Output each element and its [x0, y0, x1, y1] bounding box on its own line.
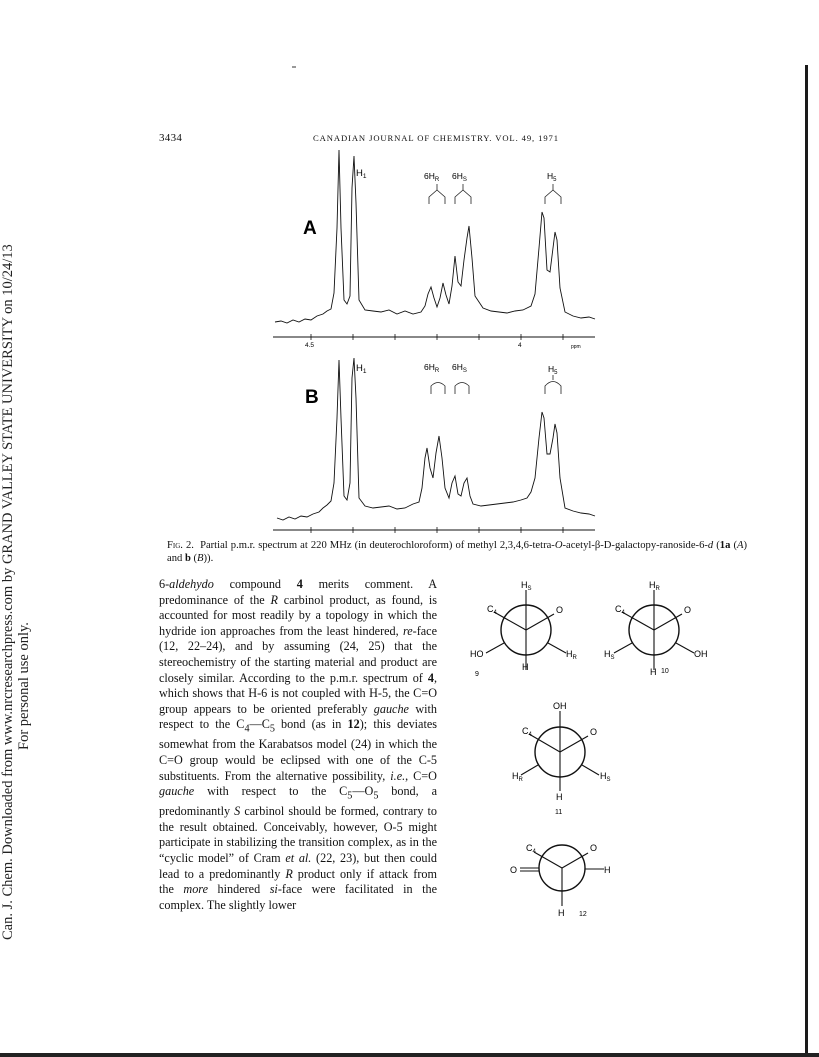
peak-label-6hs-b: $6H_S$	[452, 362, 467, 374]
body-text: ); this deviates somewhat from the Karabatsos model (24) in which the C=O group would be eclipsed with one of the C-5 substituents. From the alternative possibility,	[159, 717, 437, 783]
caption-text: (	[730, 540, 737, 551]
body-italic: R	[270, 592, 278, 607]
newman-projection-9	[466, 578, 586, 690]
watermark-line-1: Can. J. Chem. Downloaded from www.nrcresearchpress.com by GRAND VALLEY STATE UNIVERSITY on 10/24/13	[0, 244, 16, 940]
caption-italic: O	[554, 540, 563, 551]
body-text: with respect to the C	[159, 701, 437, 732]
substituent-top: $H_S$	[521, 580, 532, 592]
substituent-left: $H_S$	[604, 649, 615, 661]
body-text: -face (12, 22–24), and by assuming (24, 25) that the stereochemistry of the starting material and product are closely similar. According to the p.m.r. spectrum of	[159, 623, 437, 685]
substituent-upper-left: $C_4$	[522, 726, 532, 738]
body-text: —C	[249, 717, 270, 732]
body-bold: 4	[296, 577, 303, 591]
body-text: with respect to the C	[194, 784, 348, 799]
panel-b-label: B	[305, 387, 319, 408]
body-paragraph	[159, 577, 437, 913]
body-text: compound	[213, 577, 297, 591]
peak-label-h5-b: $H_5$	[548, 364, 558, 376]
axis-tick-4.5: 4.5	[305, 342, 315, 349]
substituent-bottom: H	[522, 662, 529, 672]
compound-number: 10	[661, 668, 669, 675]
body-text: , which shows that H-6 is not coupled with H-5, the C=O group appears to be oriented preferably	[159, 670, 437, 716]
caption-smallcap: D	[603, 540, 612, 551]
substituent-right: $H_R$	[566, 649, 577, 661]
body-italic: si	[269, 882, 278, 897]
body-bold: 4	[427, 670, 434, 685]
body-text: -face were facilitated in the complex. The slightly lower	[159, 882, 437, 912]
body-italic: re	[402, 623, 413, 638]
newman-projection-10	[594, 578, 714, 690]
compound-number: 11	[555, 809, 563, 816]
nmr-spectrum-figure	[265, 148, 615, 536]
substituent-right: OH	[694, 649, 708, 659]
bottom-axis	[273, 527, 595, 533]
substituent-upper-right: O	[684, 605, 692, 615]
spectrum-panel-b	[277, 358, 595, 520]
body-subscript: 5	[269, 723, 275, 735]
substituent-top: $H_R$	[649, 580, 660, 592]
substituent-upper-right: O	[590, 727, 598, 737]
panel-a-label: A	[303, 218, 317, 239]
peak-label-h1-b: $H_1$	[356, 363, 367, 375]
body-text: (22, 23), but then could lead to a predominantly	[159, 850, 437, 881]
axis-tick-4: 4	[518, 342, 522, 349]
peak-label-h1-a: $H_1$	[356, 168, 367, 180]
substituent-left: O	[510, 865, 518, 875]
peak-label-6hr-b: $6H_R$	[424, 362, 440, 374]
body-subscript: 5	[347, 790, 353, 802]
caption-bold: 1a	[719, 540, 731, 551]
body-text: merits comment. A predominance of the	[159, 577, 437, 607]
scan-speck	[292, 66, 296, 68]
download-watermark	[0, 0, 40, 1057]
body-text: bond, a predominantly	[159, 784, 437, 819]
substituent-bottom: H	[556, 792, 563, 802]
caption-text: Partial p.m.r. spectrum at 220 MHz (in deuterochloroform) of methyl 2,3,4,6-tetra-	[200, 540, 555, 551]
substituent-left: $H_R$	[512, 771, 523, 783]
running-head: CANADIAN JOURNAL OF CHEMISTRY. VOL. 49, 1971	[313, 133, 559, 143]
body-text: product only if attack from the	[159, 866, 437, 897]
multiplet-markers-a	[429, 184, 561, 204]
caption-italic: d	[707, 540, 714, 551]
substituent-upper-right: O	[556, 605, 564, 615]
body-subscript: 4	[244, 723, 250, 735]
caption-italic: A	[736, 540, 744, 551]
caption-text: -acetyl-β-	[562, 540, 604, 551]
ppm-axis	[273, 334, 595, 350]
spectrum-trace-b	[277, 358, 595, 520]
body-text-column	[159, 577, 437, 913]
body-italic: S	[234, 804, 241, 819]
scan-border-bottom	[0, 1053, 819, 1057]
figure-caption	[167, 539, 747, 565]
scan-border-right	[805, 65, 808, 1055]
body-text: carbinol product, as found, is accounted for most readily by a topology in which the hydride ion approaches from the least hindered,	[159, 592, 437, 638]
body-italic: R	[285, 866, 293, 881]
newman-projection-12	[496, 836, 626, 924]
substituent-upper-left: $C_4$	[487, 604, 497, 616]
caption-text: -galactopy-ranoside-6-	[611, 540, 708, 551]
watermark-line-2: For personal use only.	[16, 622, 32, 750]
peak-label-6hr-a: $6H_R$	[424, 171, 440, 183]
body-text: 6-	[159, 577, 170, 591]
substituent-bottom: H	[558, 908, 565, 918]
caption-bold: b	[184, 553, 191, 564]
compound-number: 9	[475, 671, 479, 678]
figure-label: Fig. 2.	[167, 540, 194, 551]
substituent-right: H	[604, 865, 611, 875]
body-text: hindered	[208, 882, 270, 897]
spectrum-panel-a	[275, 150, 595, 323]
caption-text: )).	[203, 553, 214, 564]
caption-italic: B	[197, 553, 204, 564]
peak-label-6hs-a: $6H_S$	[452, 171, 467, 183]
page-number: 3434	[159, 132, 183, 144]
axis-unit-ppm: ppm	[571, 344, 581, 350]
body-italic: et al.	[285, 850, 312, 865]
body-bold: 12	[347, 717, 360, 732]
substituent-upper-left: $C_4$	[526, 843, 536, 855]
substituent-bottom: H	[650, 667, 657, 677]
substituent-upper-right: O	[590, 843, 598, 853]
body-text: carbinol should be formed, contrary to the result obtained. Conceivably, however, O-5 might participate in stabilizing the transition complex, as in the “cyclic model” of Cram	[159, 804, 438, 865]
body-text: , C=O	[405, 768, 437, 783]
caption-text: (	[190, 553, 198, 564]
body-italic: gauche	[159, 784, 195, 799]
substituent-right: $H_S$	[600, 771, 611, 783]
body-text: —O	[352, 784, 374, 799]
compound-number: 12	[579, 911, 587, 918]
body-italic: aldehydo	[169, 577, 214, 591]
newman-projection-11	[500, 697, 620, 817]
body-text: bond (as in	[274, 717, 348, 732]
body-italic: more	[183, 882, 209, 897]
caption-text: (	[713, 540, 720, 551]
peak-label-h5-a: $H_5$	[547, 171, 557, 183]
body-subscript: 5	[373, 790, 379, 802]
substituent-top: OH	[553, 701, 567, 711]
substituent-upper-left: $C_4$	[615, 604, 625, 616]
caption-text: ) and	[167, 540, 747, 564]
body-italic: gauche	[373, 701, 409, 716]
multiplet-markers-b	[431, 375, 561, 394]
body-italic: i.e.	[390, 768, 406, 783]
substituent-left: HO	[470, 649, 484, 659]
